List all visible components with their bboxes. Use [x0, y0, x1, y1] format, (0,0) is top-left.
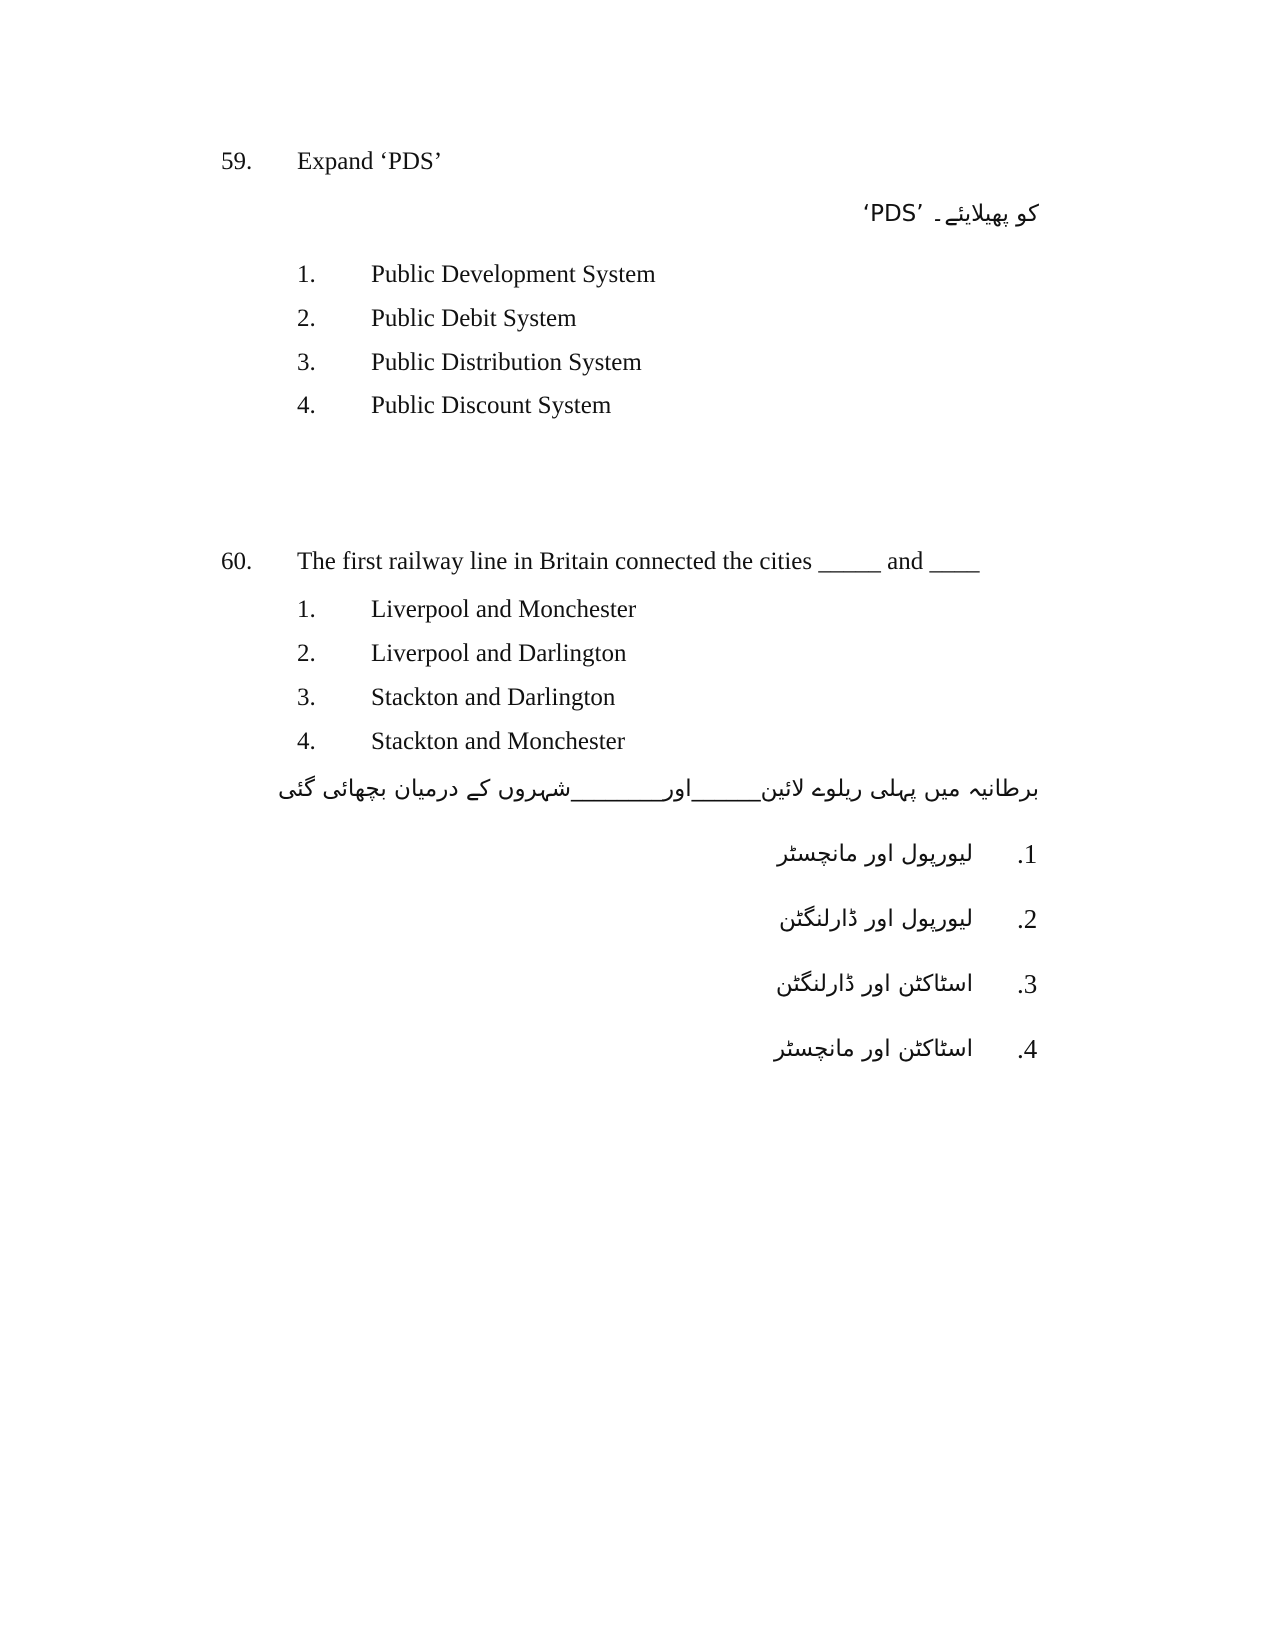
question-text-en: The first railway line in Britain connected the cities _____ and ____: [297, 548, 980, 575]
option-number: 3.: [297, 349, 316, 376]
question-text-ur: برطانیہ میں پہلی ریلوے لائین______اور________شہروں کے درمیان بچھائی گئی: [277, 776, 1039, 802]
option-number: 1.: [297, 596, 316, 623]
question-number: 59.: [221, 148, 253, 175]
option-text-ur: لیورپول اور مانچسٹر: [777, 841, 973, 867]
option-text: Stackton and Darlington: [371, 684, 616, 711]
option-text: Stackton and Monchester: [371, 728, 626, 755]
option-text-ur: اسٹاکٹن اور ڈارلنگٹن: [775, 971, 973, 997]
option-text: Public Discount System: [371, 392, 612, 419]
question-number: 60.: [221, 548, 253, 575]
option-number: 2.: [297, 305, 316, 332]
option-text: Public Debit System: [371, 305, 577, 332]
option-text: Public Distribution System: [371, 349, 642, 376]
option-number: 4.: [297, 728, 316, 755]
option-text: Liverpool and Monchester: [371, 596, 637, 623]
option-number: 1.: [297, 261, 316, 288]
option-number: 4.: [297, 392, 316, 419]
option-number-ur: .2: [1017, 904, 1038, 934]
option-number: 2.: [297, 640, 316, 667]
option-number-ur: .3: [1017, 969, 1038, 999]
option-text: Public Development System: [371, 261, 656, 288]
option-number-ur: .4: [1017, 1034, 1038, 1064]
question-text-en: Expand ‘PDS’: [297, 148, 443, 175]
option-text-ur: لیورپول اور ڈارلنگٹن: [779, 906, 973, 932]
option-text: Liverpool and Darlington: [371, 640, 627, 667]
question-text-ur: ‘PDS’ کو پھیلایئے۔: [862, 201, 1039, 227]
option-text-ur: اسٹاکٹن اور مانچسٹر: [774, 1036, 973, 1062]
option-number: 3.: [297, 684, 316, 711]
option-number-ur: .1: [1017, 839, 1038, 869]
